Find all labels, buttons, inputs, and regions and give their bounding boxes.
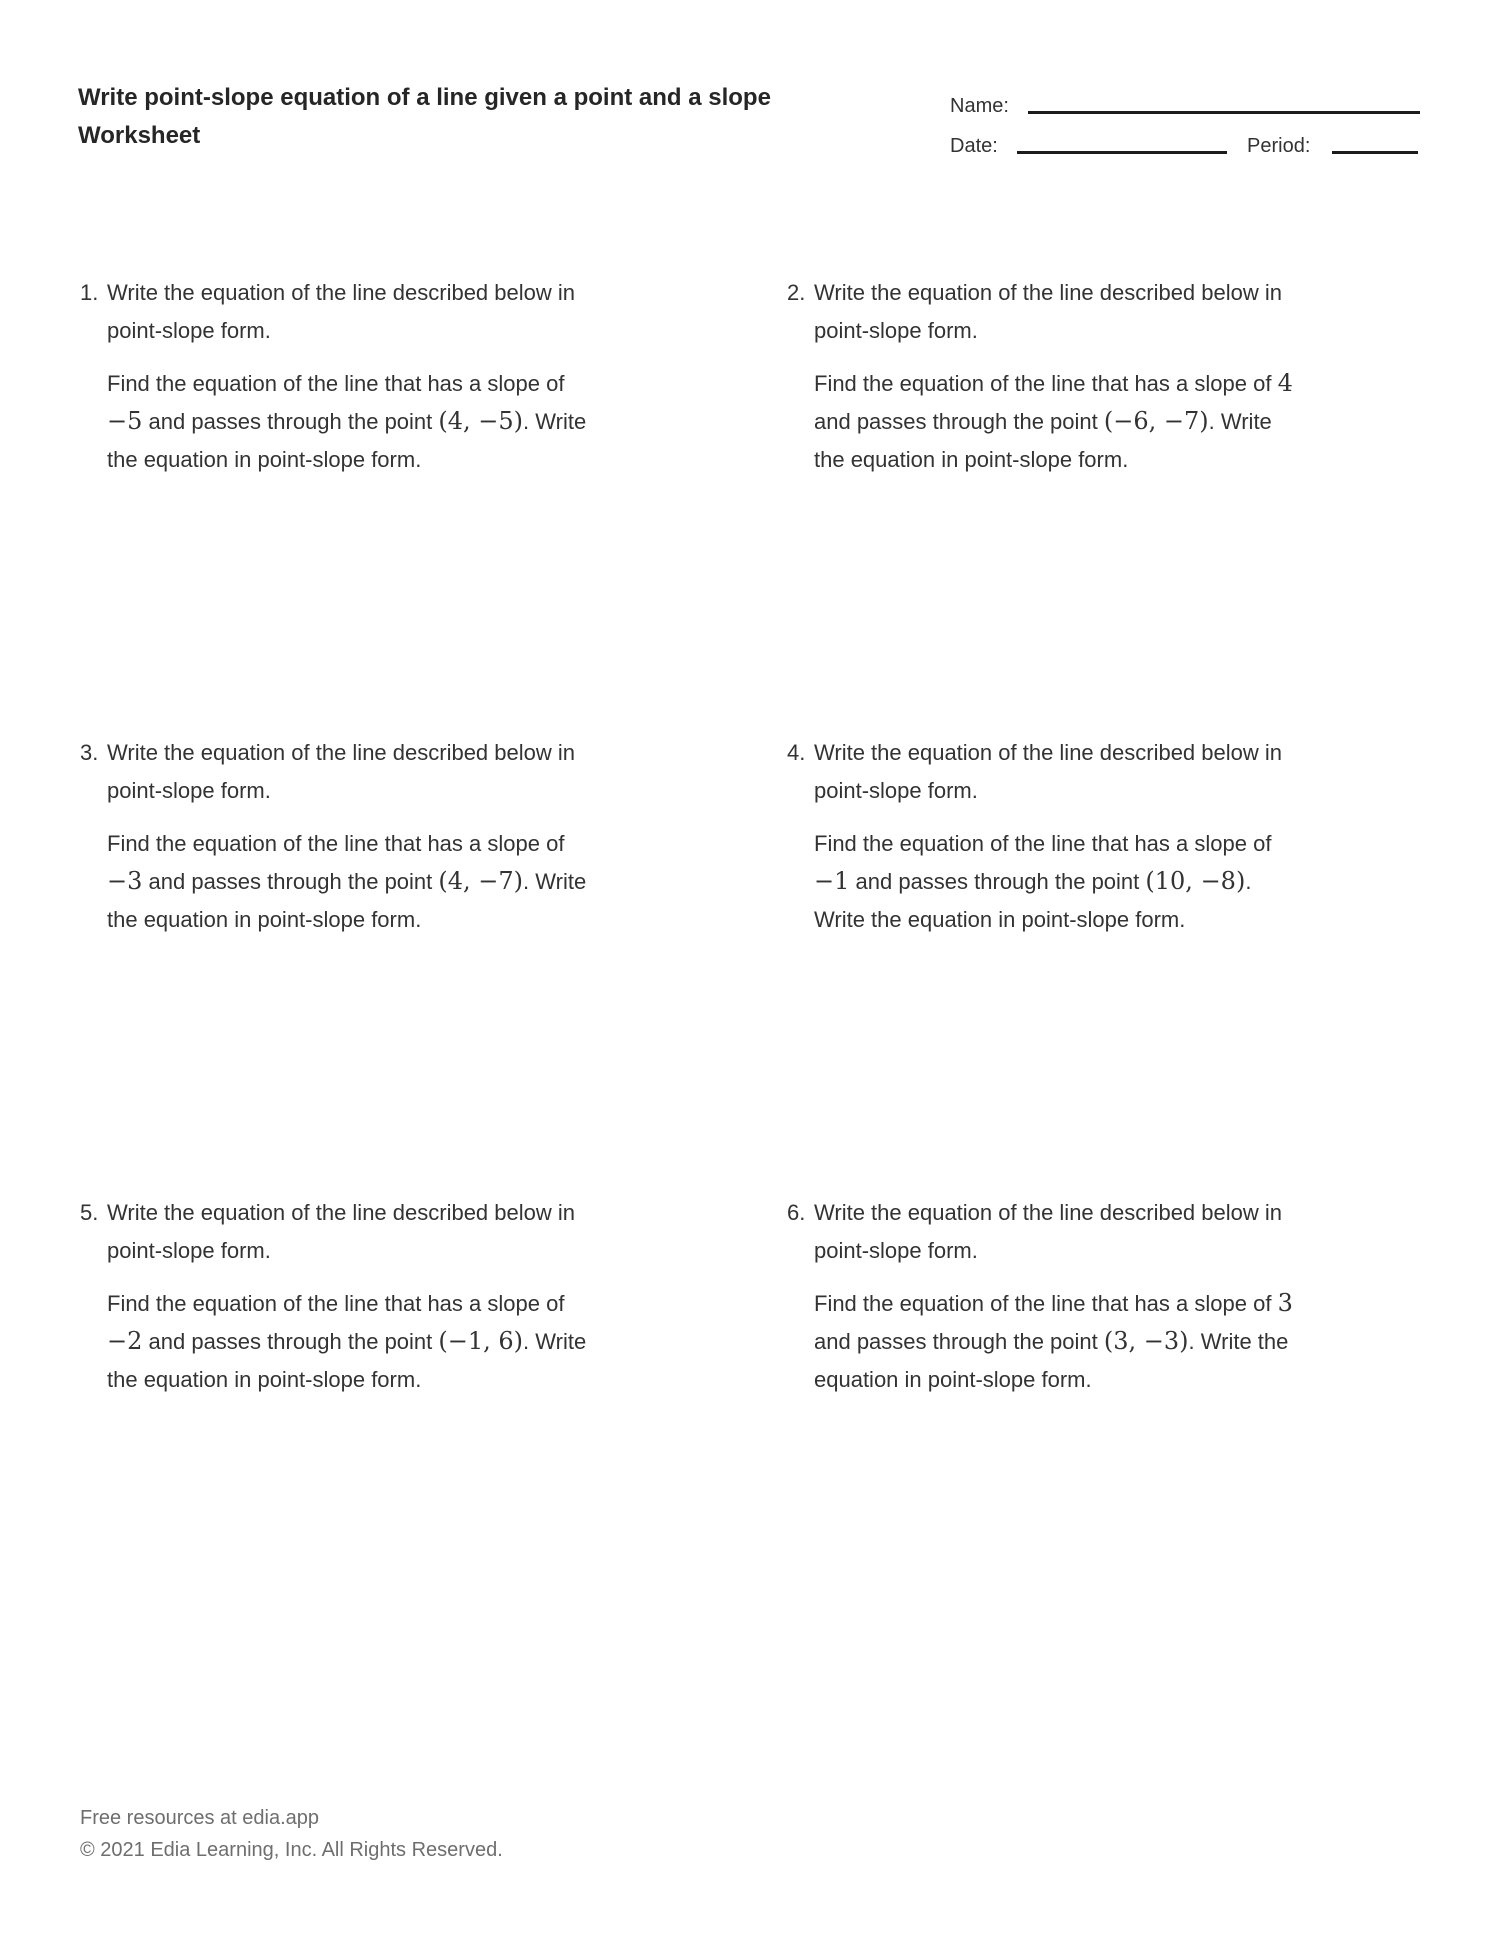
title-line-2: Worksheet xyxy=(78,122,201,149)
find-prefix: Find the equation of the line that has a slope of xyxy=(107,831,565,856)
find-suffix: . Write the equation in point-slope form. xyxy=(814,869,1252,932)
find-prefix: Find the equation of the line that has a slope of xyxy=(814,371,1272,396)
slope-value: −2 xyxy=(107,1327,143,1355)
problem-prompt: Write the equation of the line described below in point-slope form. xyxy=(107,280,575,343)
problem-prompt: Write the equation of the line described below in point-slope form. xyxy=(107,740,575,803)
problem-number: 5. xyxy=(80,1200,99,1225)
find-suffix: . Write the equation in point-slope form. xyxy=(814,409,1272,472)
problem-content xyxy=(814,734,1304,939)
point-value: (−1, 6) xyxy=(438,1327,524,1355)
page-footer xyxy=(80,1802,503,1866)
find-middle: and passes through the point xyxy=(814,409,1098,434)
find-suffix: . Write the equation in point-slope form. xyxy=(107,1329,587,1392)
find-prefix: Find the equation of the line that has a slope of xyxy=(107,371,565,396)
problem-number: 6. xyxy=(787,1200,806,1225)
problem-question xyxy=(107,1285,597,1399)
problem-6 xyxy=(787,1194,1304,1399)
slope-value: 4 xyxy=(1277,369,1293,397)
problem-question xyxy=(814,365,1304,479)
point-value: (3, −3) xyxy=(1103,1327,1189,1355)
footer-resources-text: Free resources at edia.app xyxy=(80,1807,320,1829)
problem-content xyxy=(814,1194,1304,1399)
problem-3 xyxy=(80,734,597,939)
find-prefix: Find the equation of the line that has a slope of xyxy=(814,831,1272,856)
problem-prompt: Write the equation of the line described below in point-slope form. xyxy=(107,1200,575,1263)
find-middle: and passes through the point xyxy=(148,409,433,434)
problem-prompt: Write the equation of the line described below in point-slope form. xyxy=(814,280,1282,343)
slope-value: −5 xyxy=(107,407,143,435)
problem-content xyxy=(107,274,597,479)
date-blank-line xyxy=(1017,151,1227,154)
problem-content xyxy=(107,1194,597,1399)
find-middle: and passes through the point xyxy=(814,1329,1098,1354)
find-prefix: Find the equation of the line that has a slope of xyxy=(814,1291,1272,1316)
problem-prompt: Write the equation of the line described below in point-slope form. xyxy=(814,1200,1282,1263)
slope-value: −3 xyxy=(107,867,143,895)
title-line-1: Write point-slope equation of a line given a point and a slope xyxy=(78,84,771,111)
name-blank-line xyxy=(1028,111,1420,114)
point-value: (−6, −7) xyxy=(1103,407,1209,435)
problem-question xyxy=(107,365,597,479)
problem-number: 3. xyxy=(80,740,99,765)
find-middle: and passes through the point xyxy=(148,1329,433,1354)
problem-4 xyxy=(787,734,1304,939)
find-middle: and passes through the point xyxy=(148,869,433,894)
problem-content xyxy=(107,734,597,939)
problem-1 xyxy=(80,274,597,479)
date-label: Date: xyxy=(950,135,998,157)
find-prefix: Find the equation of the line that has a slope of xyxy=(107,1291,565,1316)
point-value: (4, −7) xyxy=(438,867,524,895)
problem-question xyxy=(107,825,597,939)
problem-content xyxy=(814,274,1304,479)
name-label: Name: xyxy=(950,95,1009,117)
footer-copyright-text: © 2021 Edia Learning, Inc. All Rights Reserved. xyxy=(80,1839,503,1861)
problem-5 xyxy=(80,1194,597,1399)
period-blank-line xyxy=(1332,151,1418,154)
problem-number: 2. xyxy=(787,280,806,305)
point-value: (4, −5) xyxy=(438,407,524,435)
problem-prompt: Write the equation of the line described below in point-slope form. xyxy=(814,740,1282,803)
problem-question xyxy=(814,825,1304,939)
worksheet-title xyxy=(78,79,938,155)
problem-2 xyxy=(787,274,1304,479)
slope-value: −1 xyxy=(814,867,850,895)
find-middle: and passes through the point xyxy=(855,869,1140,894)
problem-number: 4. xyxy=(787,740,806,765)
point-value: (10, −8) xyxy=(1145,867,1246,895)
problem-number: 1. xyxy=(80,280,99,305)
find-suffix: . Write the equation in point-slope form. xyxy=(107,869,587,932)
slope-value: 3 xyxy=(1277,1289,1293,1317)
find-suffix: . Write the equation in point-slope form. xyxy=(107,409,587,472)
find-suffix: . Write the equation in point-slope form. xyxy=(814,1329,1289,1392)
period-label: Period: xyxy=(1247,135,1311,157)
problem-question xyxy=(814,1285,1304,1399)
